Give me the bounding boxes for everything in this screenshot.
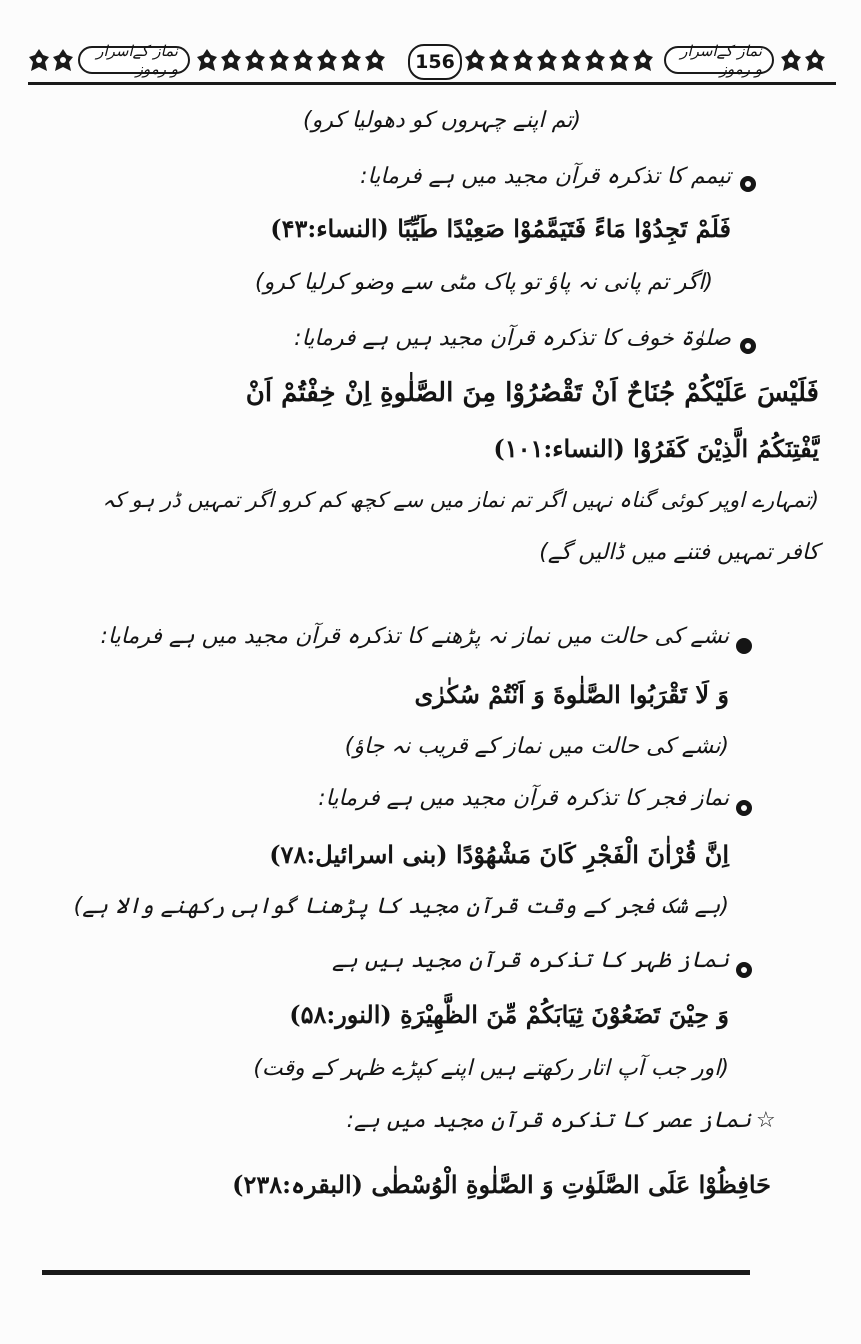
ornament-icon (28, 48, 50, 74)
running-title-left: نماز کےاسرار و رموز (78, 46, 190, 74)
topic-heading: صلوٰۃ خوف کا تذکرہ قرآن مجید ہیں ہے فرمایا: (294, 326, 731, 351)
quran-verse: فَلَمْ تَجِدُوْا مَاءً فَتَيَمَّمُوْا صَعِيْدًا طَيِّبًا (النساء:۴۳) (270, 214, 731, 243)
header-rule (28, 82, 836, 85)
translation-line: (اگر تم پانی نہ پاؤ تو پاک مٹی سے وضو کرلیا کرو) (255, 270, 713, 295)
star-icon: ☆ (756, 1108, 776, 1133)
translation-line: کافر تمہیں فتنے میں ڈالیں گے) (539, 540, 819, 565)
ornament-icon (608, 48, 630, 74)
quran-verse: وَ حِيْنَ تَضَعُوْنَ ثِيَابَكُمْ مِّنَ الظَّهِيْرَةِ (النور:۵۸) (289, 1000, 729, 1029)
topic-heading: تیمم کا تذکرہ قرآن مجید میں ہے فرمایا: (360, 164, 731, 189)
bullet-icon (736, 962, 752, 978)
quran-verse: حَافِظُوْا عَلَى الصَّلَوٰتِ وَ الصَّلٰوةِ الْوُسْطٰى (البقرہ:۲۳۸) (232, 1170, 771, 1199)
footer-rule (42, 1270, 750, 1275)
translation-line: (تمہارے اوپر کوئی گناہ نہیں اگر تم نماز میں سے کچھ کم کرو اگر تمہیں ڈر ہو کہ (102, 488, 819, 512)
ornament-row-left-mid (196, 44, 386, 78)
ornament-icon (220, 48, 242, 74)
ornament-icon (52, 48, 74, 74)
topic-heading: نماز ظہر کا تذکرہ قرآن مجید ہیں ہے (332, 948, 729, 973)
ornament-icon (196, 48, 218, 74)
bullet-icon (736, 638, 752, 654)
ornament-icon (632, 48, 654, 74)
bullet-icon (740, 176, 756, 192)
ornament-icon (584, 48, 606, 74)
quran-verse: يَّفْتِنَكُمُ الَّذِيْنَ كَفَرُوْا (النساء:۱۰۱) (493, 434, 819, 463)
topic-heading: نماز فجر کا تذکرہ قرآن مجید میں ہے فرمایا: (318, 786, 729, 811)
page-header (28, 42, 836, 82)
translation-line: (اور جب آپ اتار رکھتے ہیں اپنے کپڑے ظہر کے وقت) (253, 1056, 729, 1081)
quran-verse: اِنَّ قُرْاٰنَ الْفَجْرِ كَانَ مَشْهُوْدًا (بنی اسرائیل:۷۸) (269, 840, 729, 869)
ornament-icon (316, 48, 338, 74)
running-title-mid: نماز کےاسرار و رموز (664, 46, 774, 74)
bullet-icon (740, 338, 756, 354)
ornament-row-left (28, 44, 74, 78)
translation-line: (بے شک فجر کے وقت قرآن مجید کا پڑھنا گواہی رکھنے والا ہے) (73, 894, 729, 919)
ornament-icon (536, 48, 558, 74)
ornament-row-right (780, 44, 826, 78)
translation-line: (تم اپنے چہروں کو دھولیا کرو) (303, 108, 581, 133)
ornament-icon (488, 48, 510, 74)
ornament-icon (268, 48, 290, 74)
quran-verse: وَ لَا تَقْرَبُوا الصَّلٰوةَ وَ اَنْتُمْ سُكٰرٰى (414, 680, 729, 709)
bullet-icon (736, 800, 752, 816)
ornament-icon (292, 48, 314, 74)
topic-heading: نشے کی حالت میں نماز نہ پڑھنے کا تذکرہ قرآن مجید میں ہے فرمایا: (100, 624, 729, 649)
ornament-icon (780, 48, 802, 74)
ornament-icon (340, 48, 362, 74)
quran-verse: فَلَيْسَ عَلَيْكُمْ جُنَاحٌ اَنْ تَقْصُرُوْا مِنَ الصَّلٰوةِ اِنْ خِفْتُمْ اَنْ (245, 378, 819, 408)
topic-heading: نماز عصر کا تذکرہ قرآن مجید میں ہے: (346, 1108, 751, 1133)
translation-line: (نشے کی حالت میں نماز کے قریب نہ جاؤ) (344, 734, 729, 759)
ornament-icon (804, 48, 826, 74)
ornament-row-right-mid (464, 44, 654, 78)
ornament-icon (560, 48, 582, 74)
page-number: 156 (408, 44, 462, 80)
ornament-icon (464, 48, 486, 74)
ornament-icon (244, 48, 266, 74)
ornament-icon (364, 48, 386, 74)
ornament-icon (512, 48, 534, 74)
